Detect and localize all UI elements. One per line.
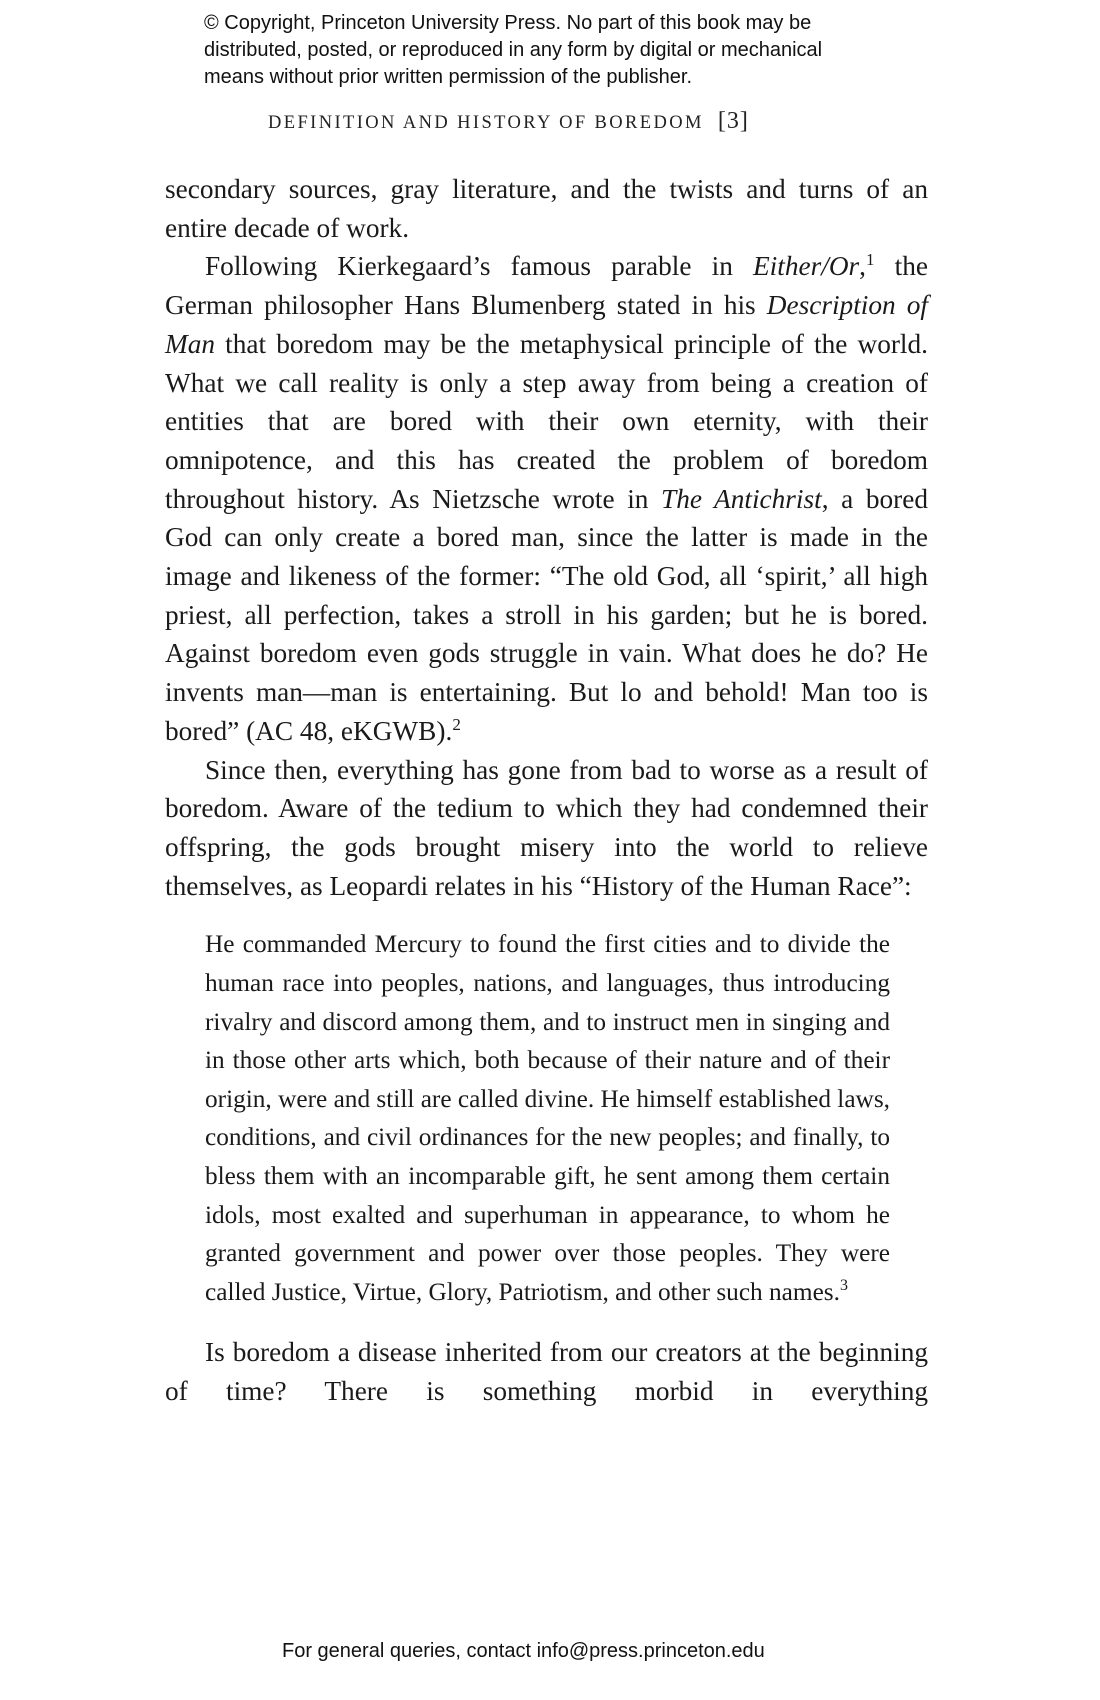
- footnote-marker: 3: [839, 1276, 848, 1294]
- paragraph: secondary sources, gray literature, and the twists and turns of an entire decade of work.: [165, 174, 928, 243]
- page-number: [3]: [717, 108, 749, 134]
- paragraph: Is boredom a disease inherited from our creators at the beginning of time? There is something morbid in everything: [165, 1337, 928, 1406]
- text-run: ,: [859, 251, 866, 282]
- block-quote: [205, 925, 890, 1311]
- copyright-line: © Copyright, Princeton University Press. No part of this book may be: [204, 12, 812, 34]
- copyright-line: means without prior written permission of the publisher.: [204, 66, 693, 88]
- text-run: that boredom may be the metaphysical principle of the world. What we call reality is only a step away from being a creation of entities that are bored with their own eternity, with their omnipotence, and this has created the problem of boredom throughout history. As Nietzsche wrote in: [165, 328, 928, 514]
- text-run: the German philosopher Hans Blumenberg stated in his: [165, 251, 928, 321]
- book-title: The Antichrist: [661, 483, 822, 514]
- footnote-marker: 1: [865, 250, 875, 270]
- quote-text: He commanded Mercury to found the first cities and to divide the human race into peoples, nations, and languages, thus introducing rivalry and discord among them, and to instruct men in singing and in those other arts which, both because of their nature and of their origin, were and still are called divine. He himself established laws, conditions, and civil ordinances for the new peoples; and finally, to bless them with an incomparable gift, he sent among them certain idols, most exalted and superhuman in appearance, to whom he granted government and power over those peoples. They were called Justice, Virtue, Glory, Patriotism, and other such names.: [205, 930, 890, 1306]
- footnote-marker: 2: [452, 714, 461, 734]
- body-text: [165, 170, 928, 1411]
- running-head-title: DEFINITION AND HISTORY OF BOREDOM: [268, 113, 704, 133]
- book-title: Description of Man: [165, 290, 928, 359]
- running-head: [268, 108, 828, 135]
- paragraph: [165, 247, 928, 750]
- text-run: , a bored God can only create a bored man, since the latter is made in the image and likeness of the former: “The old God, all ‘spirit,’ all high priest, all perfection, takes a stroll in his garden; but he is bored. Against boredom even gods struggle in vain. What does he do? He invents man—man is entertaining. But lo and behold! Man too is bored” (AC 48, eKGWB).: [165, 483, 928, 746]
- footer-contact: For general queries, contact info@press.princeton.edu: [282, 1640, 765, 1662]
- book-title: Either/Or: [753, 251, 860, 282]
- copyright-notice: [204, 10, 924, 91]
- copyright-line: distributed, posted, or reproduced in any form by digital or mechanical: [204, 39, 823, 61]
- text-run: Following Kierkegaard’s famous parable in: [205, 251, 753, 282]
- paragraph: Since then, everything has gone from bad to worse as a result of boredom. Aware of the tedium to which they had condemned their offspring, the gods brought misery into the world to relieve themselves, as Leopardi relates in his “History of the Human Race”:: [165, 754, 928, 901]
